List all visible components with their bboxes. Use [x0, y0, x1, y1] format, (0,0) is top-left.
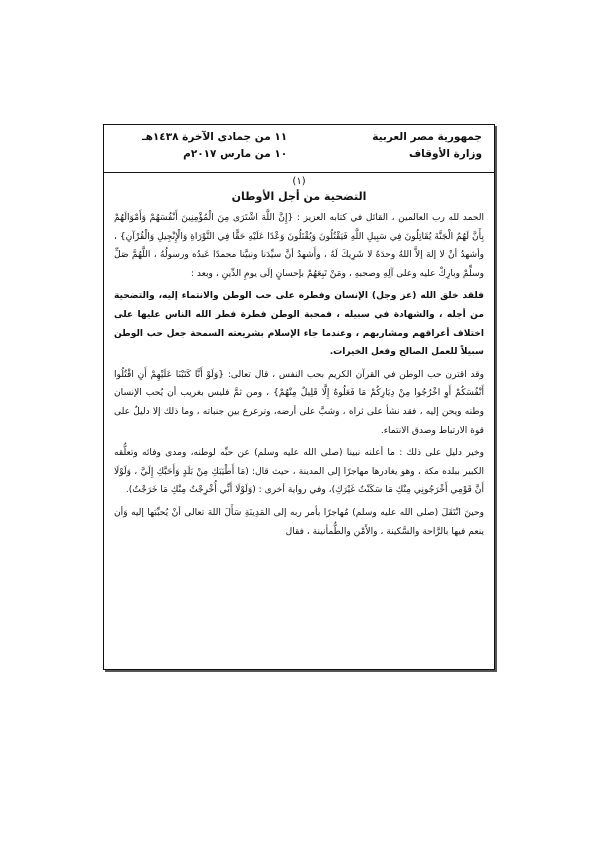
issuer-ministry: وزارة الأوقاف: [408, 148, 482, 160]
sermon-title: التضحية من أجل الأوطان: [231, 190, 367, 203]
paragraph-3: وخير دليل على ذلك : ما أعلنه نبينا (صلى الله عليه وسلم) عن حبِّه لوطنه، ومدى وفائه وتعلُّقه الكبير ببلده مكة ، وهو يغادرها مهاجرًا إلى المدينة ، حيث قال: (مَا أَطْيَبَكِ مِنْ بَلَدٍ وَأَحَبَّكِ إِلَيَّ ، وَلَوْلَا أَنَّ قَوْمِي أَخْرَجُونِي مِنْكِ مَا سَكَنْتُ غَيْرَكِ)، وفي رواية أخرى : (وَلَوْلَا أَنِّي أُخْرِجْتُ مِنْكِ مَا خَرَجْتُ).: [114, 448, 484, 496]
paragraph-opening: الحمد لله رب العالمين ، القائل في كتابه العزيز : {إِنَّ اللَّهَ اشْتَرَى مِنَ الْمُؤْمِنِينَ أَنْفُسَهُمْ وَأَمْوَالَهُمْ بِأَنَّ لَهُمُ الْجَنَّةَ يُقَاتِلُونَ فِي سَبِيلِ اللَّهِ فَيَقْتُلُونَ وَيُقْتَلُونَ وَعْدًا عَلَيْهِ حَقًّا فِي التَّوْرَاةِ وَالْإِنْجِيلِ وَالْقُرْآنِ} ، وأشهدُ أنْ لا إلهَ إلاَّ اللهُ وحدَهُ لا شَرِيكَ لَهُ ، وأَشهدُ أنَّ سيِّدَنا ونبيَّنا محمدًا عَبدُه ورسولُهُ ، اللَّهُمَّ صَلِّ وسلِّمْ وبارِكْ عليه وعلى آلِهِ وصحبهِ ، ومَنْ تَبِعَهُمْ بإحسانٍ إلَى يومِ الدِّينِ ، وبعد :: [114, 213, 484, 279]
gregorian-date: ١٠ من مارس ٢٠١٧م: [183, 148, 288, 160]
paragraph-4: وحينَ انْتَقَلَ (صلى الله عليه وسلم) مُهاجرًا بأمر ربه إلى المَدِينَةِ سَأَلَ اللهَ تعالى أنْ يُحبِّبَها إليه وَأن ينعم فيها بالرَّاحة والسَّكينة ، والأَمْن والطُّمأنينة ، فقال: [114, 507, 484, 537]
paragraph-1: فلقد خلق الله (عز وجل) الإنسان وفطره على حب الوطن والانتماء إليه، والتضحية من أجله ، والشهادة في سبيله ، فمحبة الوطن فطرة فطر الله الناس عليها على اختلاف أعراقهم ومشاربهم ، وعندما جاء الإسلام بشريعته السمحة جعل حب الوطن سبيلاً للعمل الصالح وفعل الخيرات.: [114, 291, 484, 358]
document-header: [104, 125, 494, 173]
date-block: [142, 129, 287, 163]
paragraph-2: وقد اقترن حب الوطن في القرآن الكريم بحب النفس ، قال تعالى: {وَلَوْ أَنَّا كَتَبْنَا عَلَيْهِمْ أَنِ اقْتُلُوا أَنْفُسَكُمْ أَوِ اخْرُجُوا مِنْ دِيَارِكُمْ مَا فَعَلُوهُ إِلَّا قَلِيلٌ مِنْهُمْ} ، ومن ثمَّ فليس بغريب أن يُحب الإنسان وطنه ويحن إليه ، فقد نشأ على ثراه ، وشبَّ على أرضه، وترعرع بين جنباته ، وما ذلك إلا دليلٌ على قوة الارتباط وصدق الانتماء.: [114, 369, 484, 436]
sermon-body: [114, 175, 484, 541]
issuer-country: جمهورية مصر العربية: [372, 131, 482, 143]
issuer-block: [372, 129, 482, 163]
sermon-number: (١): [292, 176, 306, 187]
hijri-date: ١١ من جمادى الآخرة ١٤٣٨هـ: [142, 131, 288, 143]
document-frame: [103, 124, 495, 670]
